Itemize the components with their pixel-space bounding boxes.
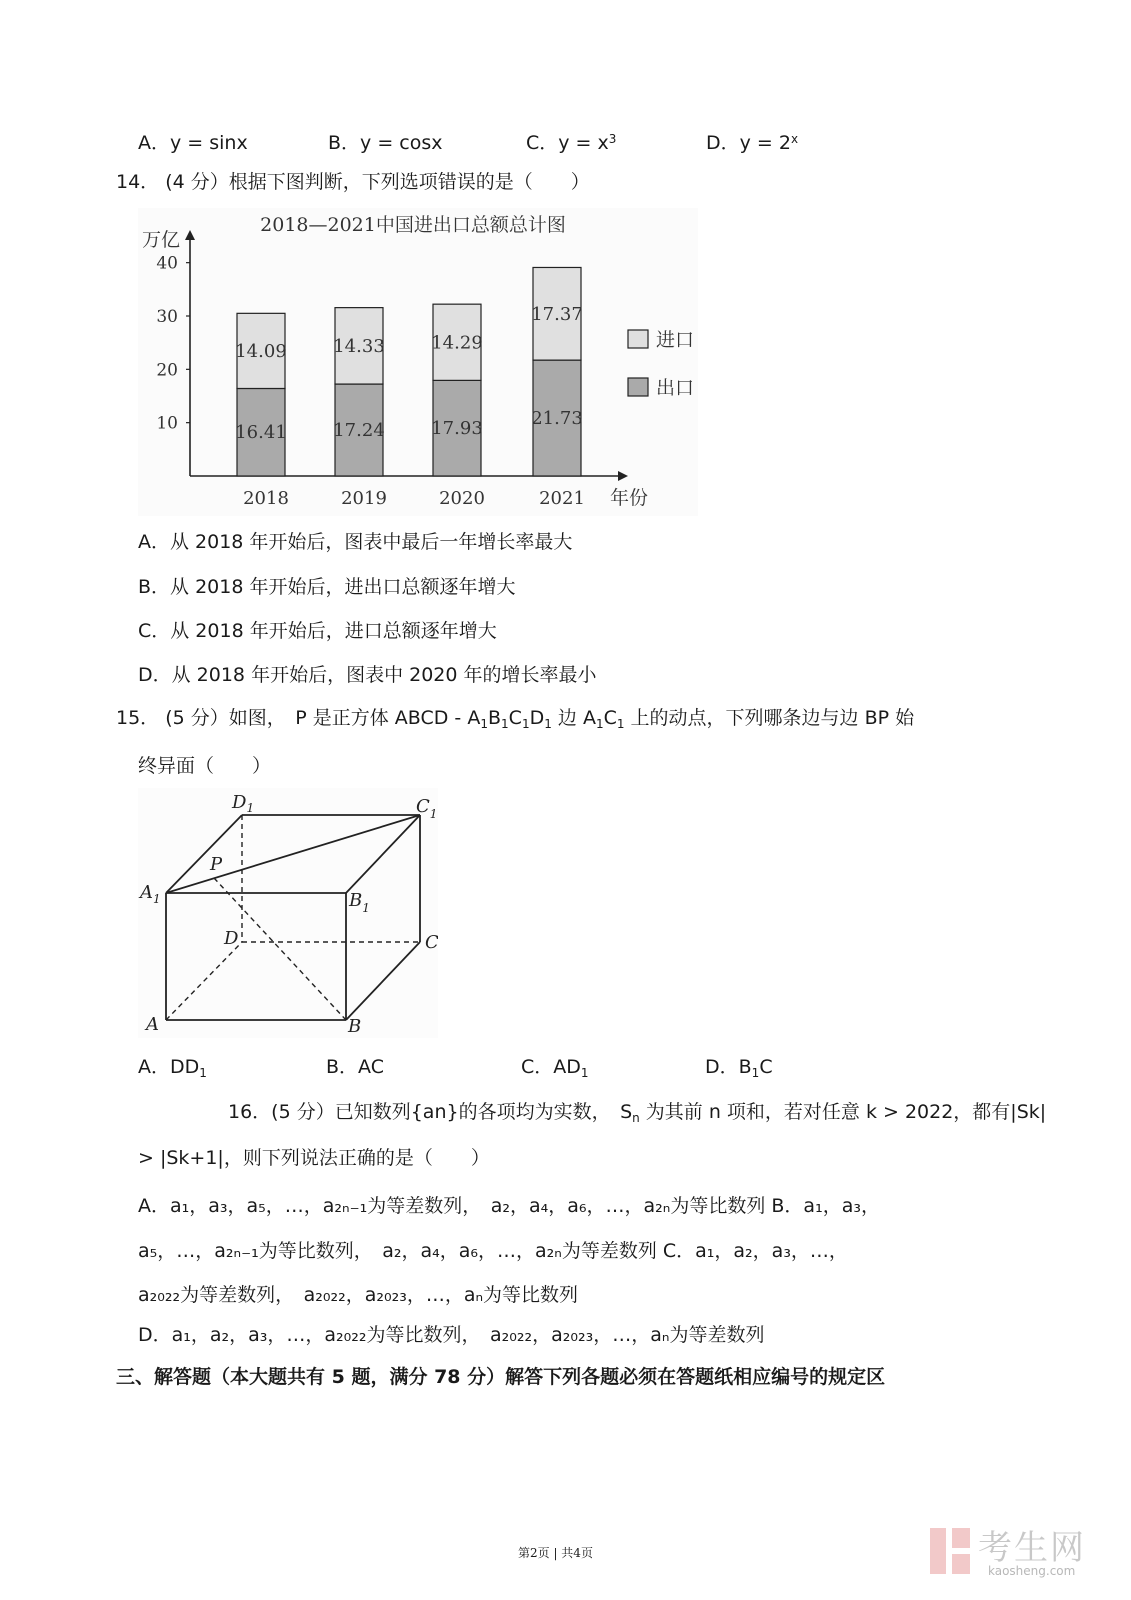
y-axis-label: 万亿: [142, 229, 181, 251]
label-b: B: [348, 1016, 362, 1037]
label-a1: $A_1$: [140, 882, 161, 906]
x-tick-label-2021: 2021: [539, 488, 585, 509]
cube-svg: [138, 788, 438, 1038]
legend-swatch-import: [628, 330, 648, 348]
legend-swatch-export: [628, 378, 648, 396]
q15-option-d: D．$B_1C$: [705, 1056, 773, 1080]
chart-title: 2018—2021中国进出口总额总计图: [260, 214, 566, 236]
y-tick-label-40: 40: [156, 253, 178, 274]
section-3-heading: 三、解答题（本大题共有 5 题，满分 78 分）解答下列各题必须在答题纸相应编号的规定区: [116, 1366, 886, 1388]
q16-stem-line2: > |Sk+1|，则下列说法正确的是（ ）: [138, 1147, 490, 1169]
q16-stem-line1: 16．(5 分）已知数列{an}的各项均为实数， $S_n$ 为其前 n 项和，若对任意 k > 2022，都有|Sk|: [228, 1101, 1047, 1125]
legend-label-import: 进口: [656, 329, 695, 351]
q16-option-line-a: A．a₁，a₃，a₅，…，a₂ₙ₋₁为等差数列， a₂，a₄，a₆，…，a₂ₙ为等比数列 B．a₁，a₃，: [138, 1195, 880, 1217]
x-tick-label-2018: 2018: [243, 488, 289, 509]
q13-option-d: D．$y = 2^x$: [706, 132, 799, 154]
value-label-import-2021: 17.37: [531, 303, 583, 325]
y-tick-label-30: 30: [156, 307, 178, 327]
q14-option-d: D．从 2018 年开始后，图表中 2020 年的增长率最小: [138, 664, 597, 686]
watermark-brand: 考生网: [978, 1528, 1086, 1568]
edge-bc: [346, 942, 420, 1020]
cube-figure: [138, 788, 438, 1038]
edge-ad-hidden: [166, 942, 242, 1020]
q13-option-a: A．y = sinx: [138, 132, 248, 154]
label-p: P: [210, 854, 223, 875]
q14-option-c: C．从 2018 年开始后，进口总额逐年增大: [138, 620, 497, 642]
value-label-export-2018: 16.41: [235, 422, 287, 444]
page-footer: 第2页 | 共4页: [518, 1546, 593, 1560]
legend-label-export: 出口: [656, 377, 695, 399]
q14-option-a: A．从 2018 年开始后，图表中最后一年增长率最大: [138, 531, 573, 553]
label-d: D: [224, 928, 239, 949]
q15-option-b: B．AC: [326, 1056, 384, 1078]
q15-stem: 15． (5 分）如图， P 是正方体 ABCD - $A_1B_1C_1D_1$ 边 $A_1C_1$ 上的动点，下列哪条边与边 BP 始: [116, 707, 915, 731]
value-label-import-2020: 14.29: [431, 332, 483, 354]
q13-option-c: C．$y = x^3$: [526, 132, 617, 154]
label-c: C: [425, 932, 438, 953]
q13-option-b: B．y = cosx: [328, 132, 443, 154]
label-a: A: [146, 1014, 159, 1035]
q14-option-b: B．从 2018 年开始后，进出口总额逐年增大: [138, 576, 516, 598]
value-label-export-2020: 17.93: [431, 418, 483, 440]
y-axis-arrow: [185, 230, 195, 240]
y-tick-label-20: 20: [156, 360, 178, 381]
q16-option-line-b: a₅，…，a₂ₙ₋₁为等比数列， a₂，a₄，a₆，…，a₂ₙ为等差数列 C．a₁，a₂，a₃，…，: [138, 1240, 848, 1262]
import-export-chart: [138, 208, 698, 516]
value-label-export-2021: 21.73: [531, 408, 583, 430]
value-label-export-2019: 17.24: [333, 420, 385, 442]
q15-option-c: C．$AD_1$: [521, 1056, 589, 1080]
label-b1: $B_1$: [349, 890, 370, 915]
q15-option-a: A．$DD_1$: [138, 1056, 207, 1080]
label-c1: $C_1$: [416, 796, 438, 821]
segment-pb: [214, 878, 346, 1020]
x-tick-label-2019: 2019: [341, 488, 387, 509]
chart-svg: [138, 208, 698, 516]
value-label-import-2019: 14.33: [333, 335, 385, 357]
y-tick-label-10: 10: [156, 413, 178, 434]
q16-option-line-c: a₂₀₂₂为等差数列， a₂₀₂₂，a₂₀₂₃，…，aₙ为等比数列: [138, 1284, 579, 1306]
x-axis-label: 年份: [610, 487, 649, 509]
chart-marks: [156, 230, 694, 509]
q14-stem: 14． (4 分）根据下图判断，下列选项错误的是（ ）: [116, 171, 590, 193]
x-tick-label-2020: 2020: [439, 488, 485, 509]
x-axis-arrow: [618, 471, 628, 481]
q15-stem-line2: 终异面（ ）: [138, 755, 272, 777]
label-d1: $D_1$: [232, 792, 255, 815]
watermark-url: kaosheng.com: [988, 1564, 1076, 1578]
value-label-import-2018: 14.09: [235, 340, 287, 362]
q16-option-line-d: D．a₁，a₂，a₃，…，a₂₀₂₂为等比数列， a₂₀₂₂，a₂₀₂₃，…，aₙ为等差数列: [138, 1324, 765, 1346]
watermark-logo-icon: [928, 1526, 974, 1576]
